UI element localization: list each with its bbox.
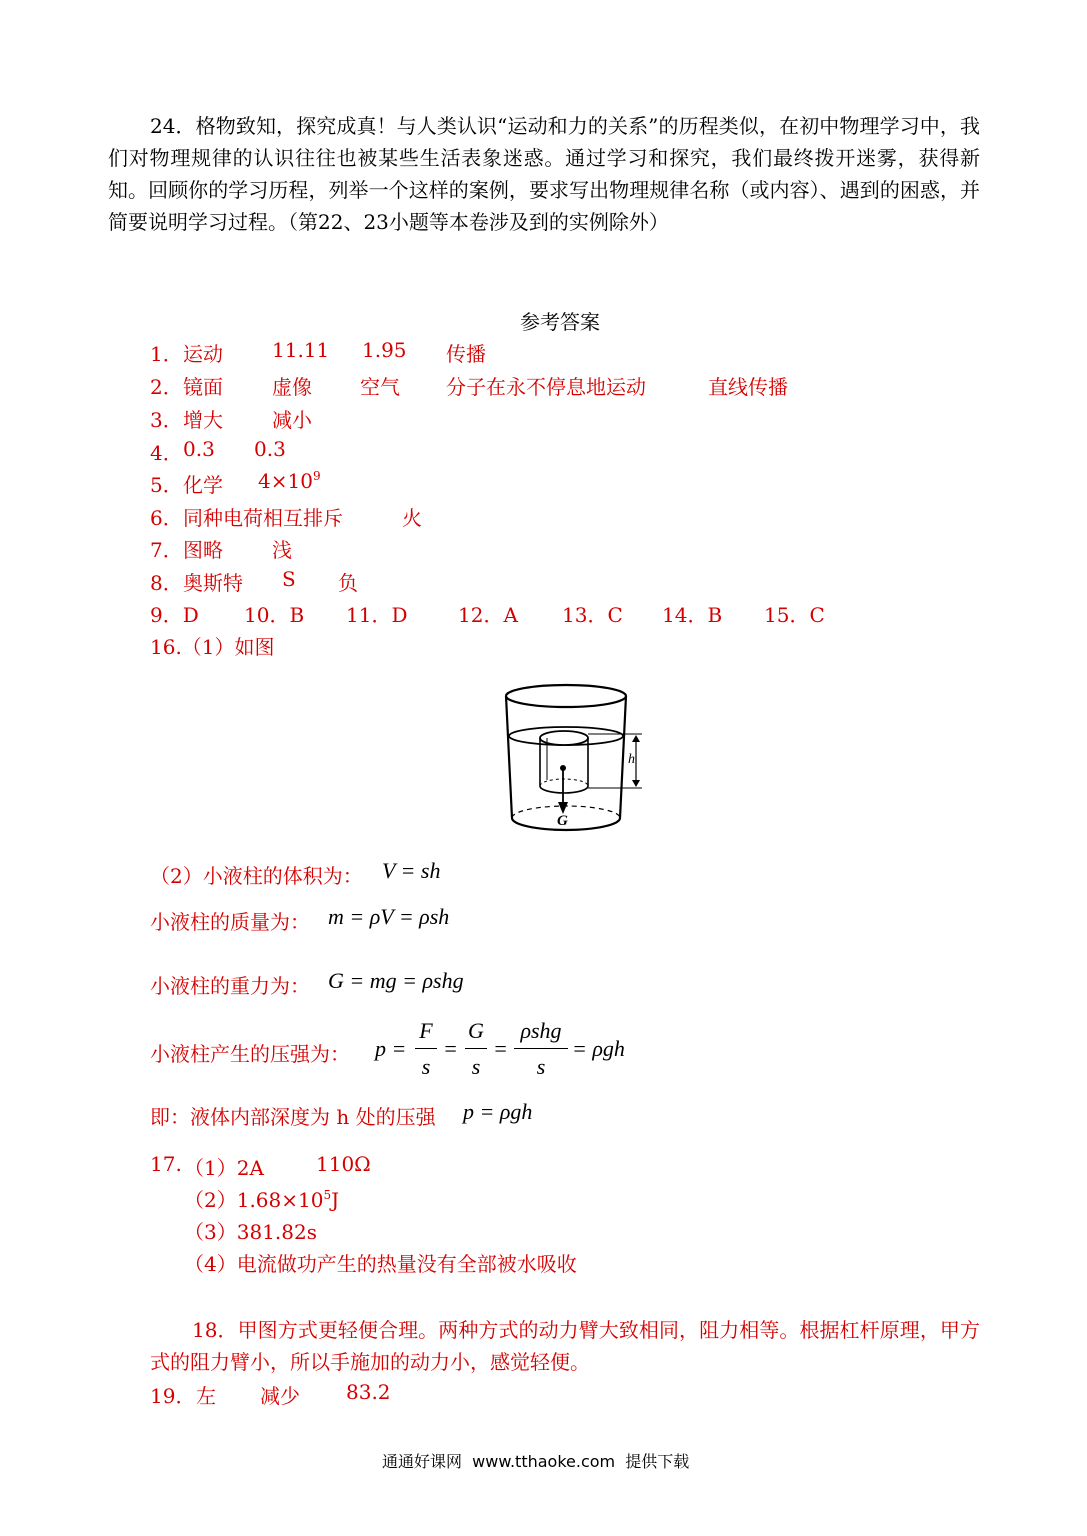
- answer-5-v2: $4\times 10^9$: [258, 469, 321, 493]
- fraction-g-bar: [465, 1048, 487, 1049]
- mass-equation: m = ρV = ρsh: [328, 904, 450, 929]
- answer-18: 18．甲图方式更轻便合理。两种方式的动力臂大致相同，阻力相等。根据杠杆原理，甲方式的阻力臂小，所以手施加的动力小，感觉轻便。: [150, 1318, 980, 1374]
- answer-13: 13．C: [562, 603, 623, 627]
- fraction-g-denominator: s: [471, 1054, 481, 1079]
- answer-17-line3: （3）381.82s: [184, 1220, 317, 1244]
- answer-7-num: 7．: [150, 538, 183, 562]
- fraction-f-bar: [415, 1048, 437, 1049]
- answer-2-v2: 虚像: [272, 375, 312, 399]
- answer-3-v1: 增大: [183, 408, 223, 432]
- answer-19-num: 19．: [150, 1384, 196, 1408]
- answer-8-v1: 奥斯特: [183, 571, 243, 595]
- answer-7-v2: 浅: [272, 538, 292, 562]
- answer-9: 9．D: [150, 603, 199, 627]
- answer-2-v3: 空气: [360, 375, 400, 399]
- fraction-f-numerator: F: [419, 1018, 433, 1043]
- answer-19-v3: 83.2: [346, 1380, 391, 1404]
- answer-2-v1: 镜面: [183, 375, 223, 399]
- pressure-rhs: = ρgh: [572, 1036, 625, 1061]
- answer-6-v2: 火: [402, 506, 422, 530]
- answer-8-v2: S: [282, 567, 296, 591]
- figure-label-g: G: [557, 813, 568, 829]
- answer-4-num: 4．: [150, 441, 183, 465]
- answer-1-v2: 11.11: [272, 338, 330, 362]
- answer-1-v3: 1.95: [362, 338, 407, 362]
- answer-5-num: 5．: [150, 473, 183, 497]
- answer-8-v3: 负: [338, 571, 358, 595]
- answer-4-v1: 0.3: [183, 437, 215, 461]
- answer-17-resistance: 110Ω: [316, 1152, 371, 1176]
- answer-6-v1: 同种电荷相互排斥: [183, 506, 343, 530]
- gravity-equation: G = mg = ρshg: [328, 968, 464, 993]
- answer-17-line4: （4）电流做功产生的热量没有全部被水吸收: [184, 1252, 577, 1276]
- volume-equation: V = sh: [382, 858, 441, 883]
- answer-19-v2: 减少: [260, 1384, 300, 1408]
- gravity-label: 小液柱的重力为：: [150, 974, 310, 998]
- answer-15: 15．C: [764, 603, 825, 627]
- question-24: 24．格物致知，探究成真！与人类认识“运动和力的关系”的历程类似，在初中物理学习中，我们对物理规律的认识往往也被某些生活表象迷惑。通过学习和探究，我们最终拨开迷雾，获得新知。回顾你的学习历程，列举一个这样的案例，要求写出物理规律名称（或内容）、遇到的困惑，并简要说明学习过程。（第22、23小题等本卷涉及到的实例除外）: [108, 114, 980, 234]
- figure-label-h: h: [628, 752, 635, 767]
- answer-3-v2: 减小: [272, 408, 312, 432]
- answer-16-part1: 16.（1）如图: [150, 635, 275, 659]
- answer-3-num: 3．: [150, 408, 183, 432]
- answer-5-v1: 化学: [183, 473, 223, 497]
- pressure-label: 小液柱产生的压强为：: [150, 1042, 350, 1066]
- answers-title: 参考答案: [520, 310, 600, 334]
- page-footer: 通通好课网 www.tthaoke.com 提供下载: [382, 1452, 690, 1471]
- fraction-rho-bar: [514, 1048, 568, 1049]
- answer-14: 14．B: [662, 603, 723, 627]
- final-equation: p = ρgh: [463, 1099, 533, 1124]
- answer-2-num: 2．: [150, 375, 183, 399]
- mass-label: 小液柱的质量为：: [150, 910, 310, 934]
- volume-label: （2）小液柱的体积为：: [150, 864, 363, 888]
- fraction-rho-numerator: ρshg: [520, 1018, 562, 1043]
- answer-12: 12．A: [458, 603, 518, 627]
- answer-8-num: 8．: [150, 571, 183, 595]
- equals-1: =: [443, 1036, 458, 1061]
- answer-1-v4: 传播: [446, 342, 486, 366]
- answer-7-v1: 图略: [183, 538, 223, 562]
- answer-1-num: 1．: [150, 342, 183, 366]
- answer-2-v5: 直线传播: [708, 375, 788, 399]
- fraction-rho-denominator: s: [536, 1054, 546, 1079]
- answer-1-v1: 运动: [183, 342, 223, 366]
- answer-17-line1: （1）2A: [184, 1156, 264, 1180]
- answer-17-line2: $(2)1.68\times 10^5J$: [184, 1188, 340, 1212]
- answer-4-v2: 0.3: [254, 437, 286, 461]
- final-label: 即：液体内部深度为 h 处的压强: [150, 1105, 436, 1129]
- pressure-lhs: p =: [375, 1036, 407, 1061]
- answer-2-v4: 分子在永不停息地运动: [446, 375, 646, 399]
- answer-11: 11．D: [346, 603, 408, 627]
- fraction-g-numerator: G: [468, 1018, 484, 1043]
- fraction-f-denominator: s: [421, 1054, 431, 1079]
- answer-6-num: 6．: [150, 506, 183, 530]
- equals-2: =: [493, 1036, 508, 1061]
- answer-10: 10．B: [244, 603, 305, 627]
- answer-19-v1: 左: [196, 1384, 216, 1408]
- answer-17-num: 17.: [150, 1152, 182, 1176]
